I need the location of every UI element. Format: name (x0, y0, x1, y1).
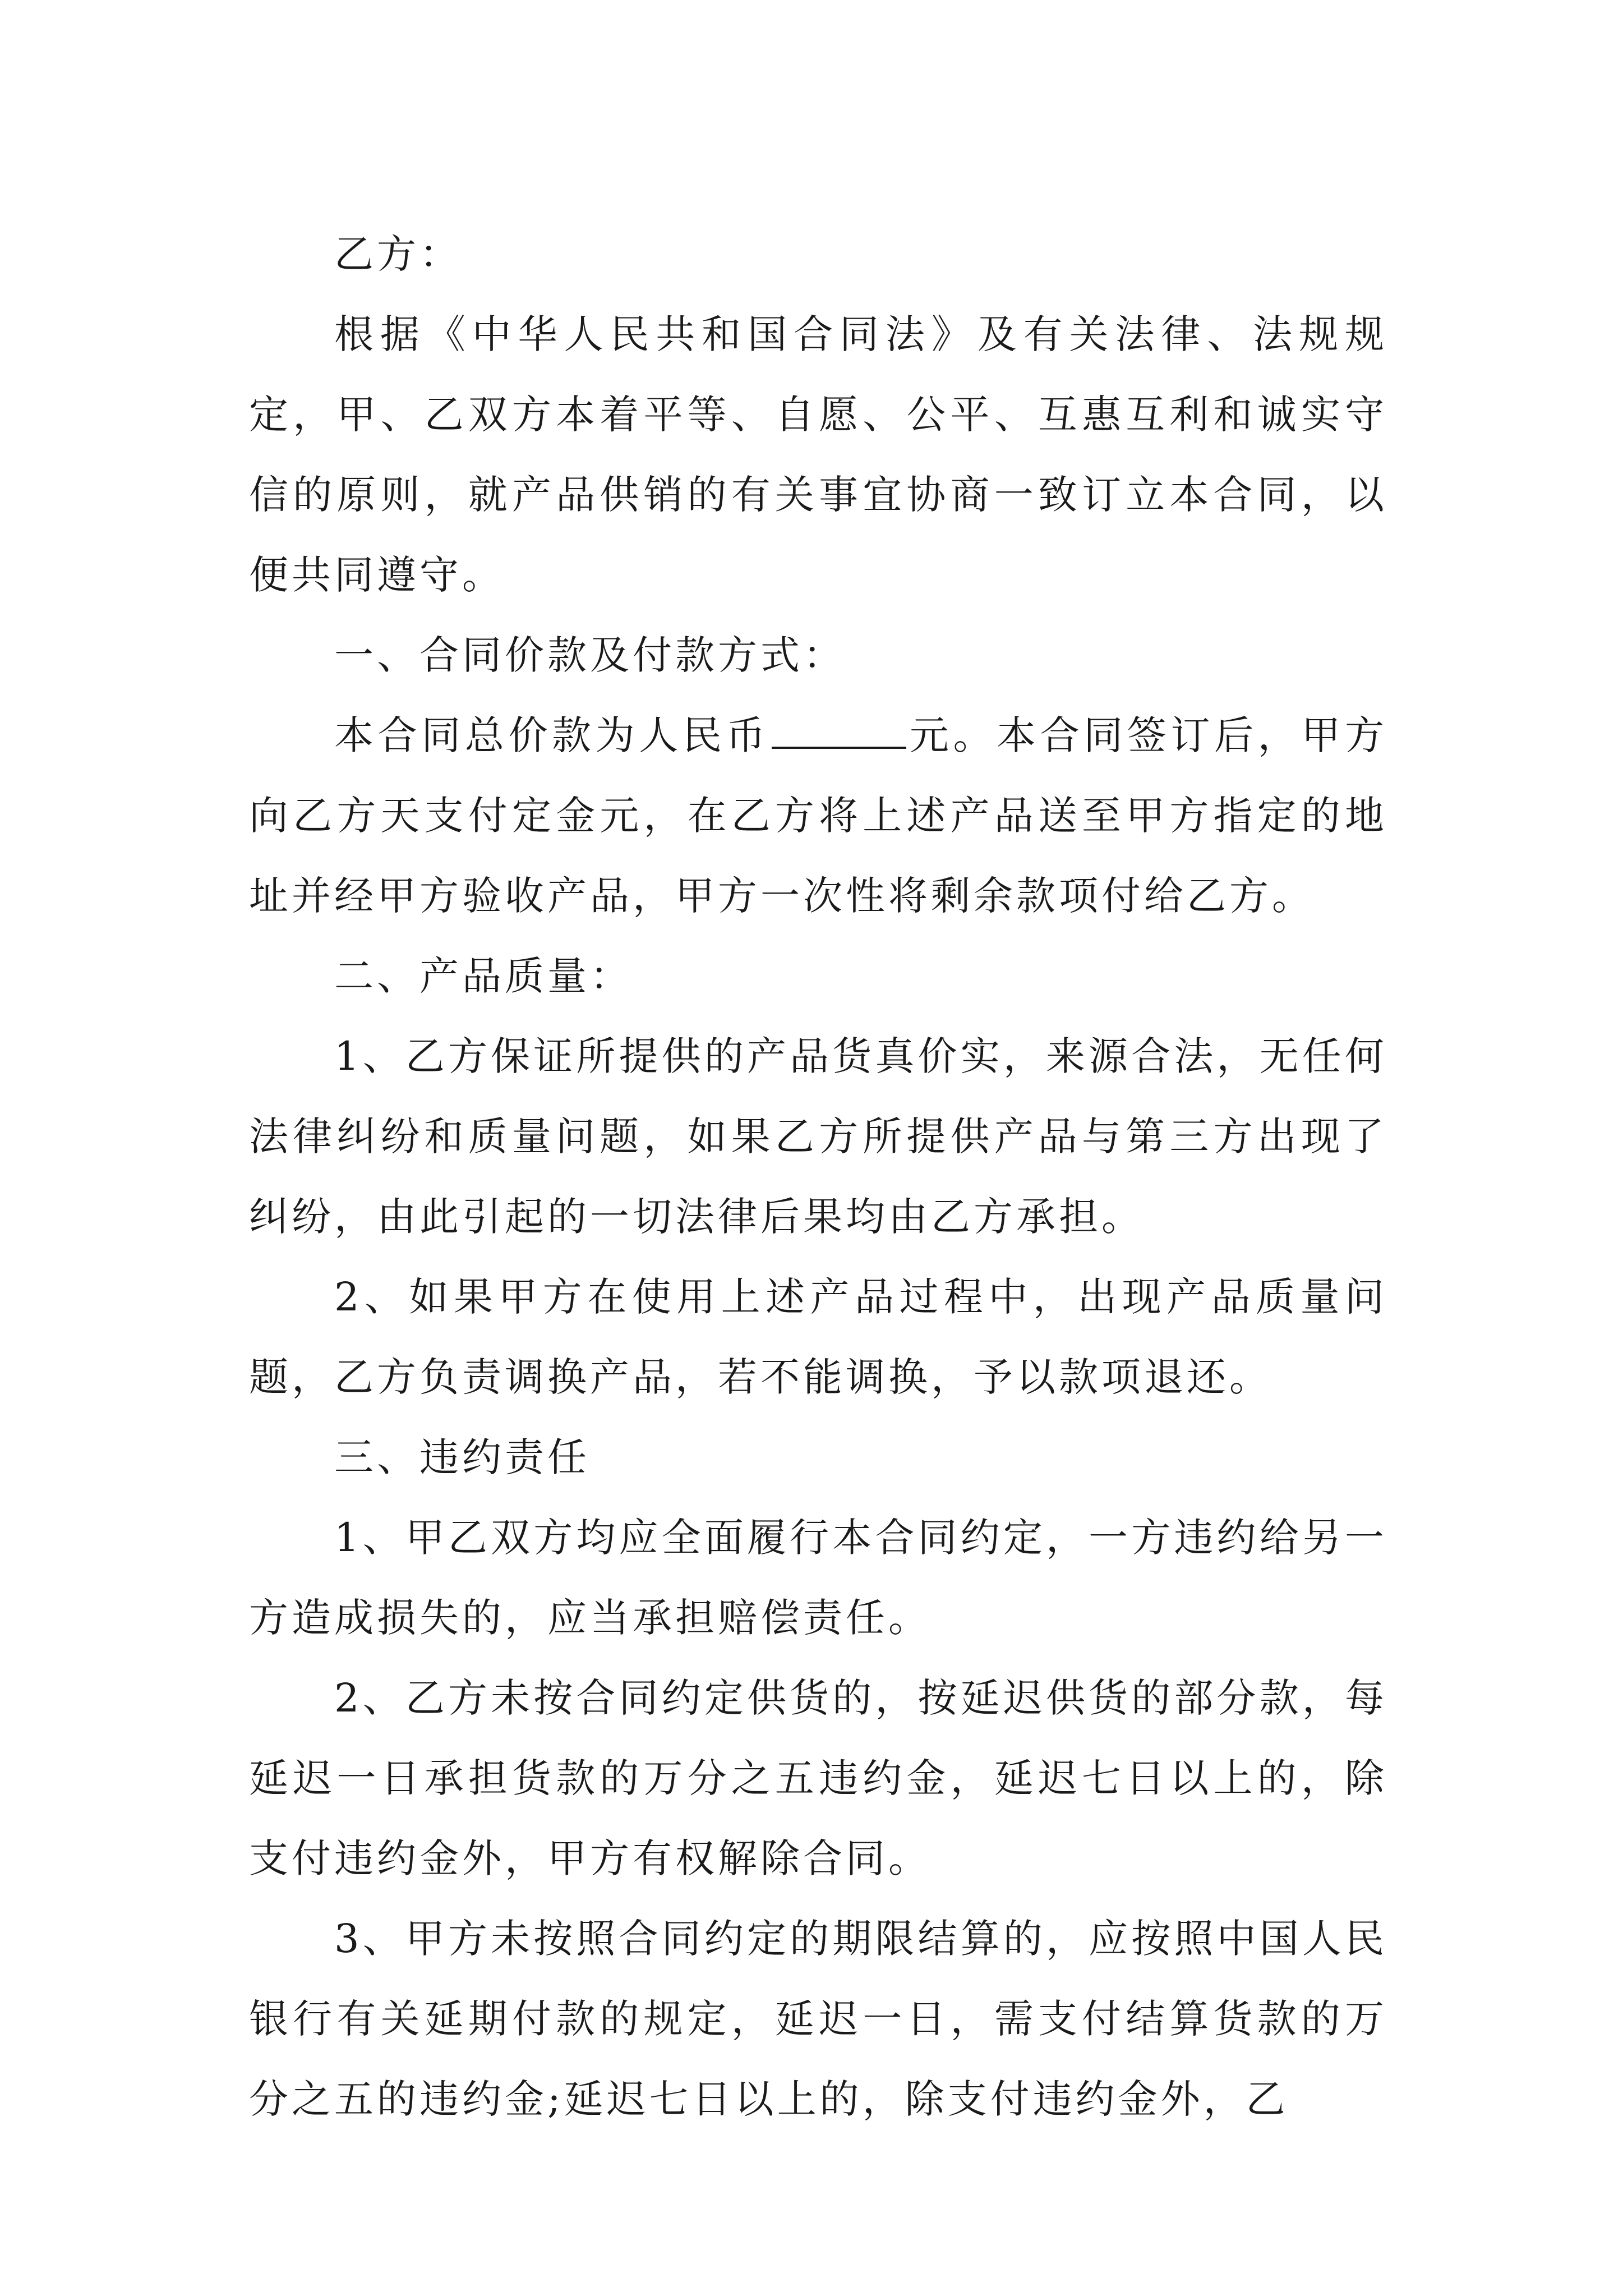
preamble-paragraph: 根据《中华人民共和国合同法》及有关法律、法规规定，甲、乙双方本着平等、自愿、公平、互惠互利和诚实守信的原则，就产品供销的有关事宜协商一致订立本合同，以便共同遵守。 (249, 311, 1387, 598)
amount-blank-line (772, 715, 906, 749)
price-clause-paragraph (249, 696, 1387, 936)
price-clause-before: 本合同总价款为人民币 (334, 712, 770, 758)
party-b-line: 乙方： (334, 231, 462, 277)
section-2-heading: 二、产品质量： (334, 953, 633, 999)
section-1-heading: 一、合同价款及付款方式： (334, 632, 846, 678)
liability-clause-3: 3、甲方未按照合同约定的期限结算的，应按照中国人民银行有关延期付款的规定，延迟一日，需支付结算货款的万分之五的违约金;延迟七日以上的，除支付违约金外，乙 (249, 1916, 1387, 2122)
liability-clause-1: 1、甲乙双方均应全面履行本合同约定，一方违约给另一方造成损失的，应当承担赔偿责任。 (249, 1515, 1387, 1641)
price-clause-after: 元。本合同签订后，甲方向乙方天支付定金元，在乙方将上述产品送至甲方指定的地址并经甲方验收产品，甲方一次性将剩余款项付给乙方。 (249, 712, 1388, 919)
quality-clause-1: 1、乙方保证所提供的产品货真价实，来源合法，无任何法律纠纷和质量问题，如果乙方所提供产品与第三方出现了纠纷，由此引起的一切法律后果均由乙方承担。 (249, 1033, 1387, 1240)
section-3-heading: 三、违约责任 (334, 1434, 590, 1480)
liability-clause-2: 2、乙方未按合同约定供货的，按延迟供货的部分款，每延迟一日承担货款的万分之五违约金，延迟七日以上的，除支付违约金外，甲方有权解除合同。 (249, 1675, 1387, 1881)
contract-body (249, 214, 1387, 2139)
quality-clause-2: 2、如果甲方在使用上述产品过程中，出现产品质量问题，乙方负责调换产品，若不能调换，予以款项退还。 (249, 1274, 1387, 1400)
